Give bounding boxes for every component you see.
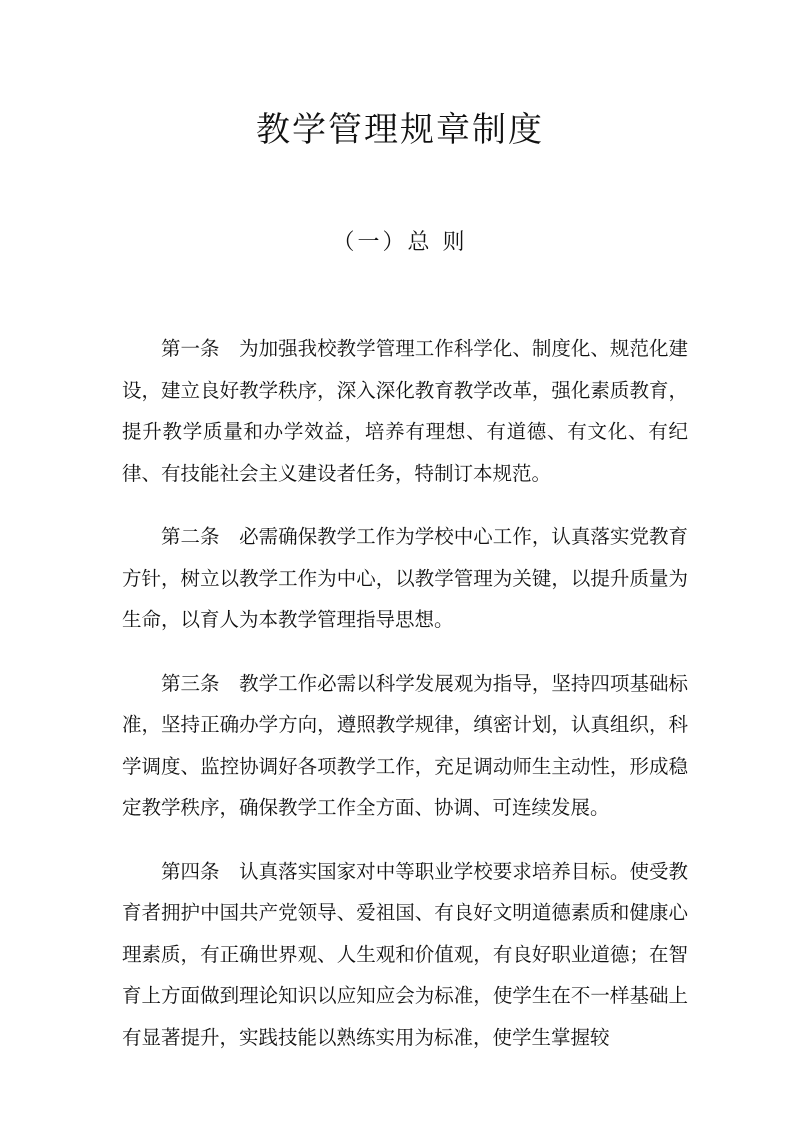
article-paragraph: [122, 663, 688, 829]
article-paragraph: [122, 516, 688, 641]
article-text: 为加强我校教学管理工作科学化、制度化、规范化建设，建立良好教学秩序，深入深化教育教学改革，强化素质教育，提升教学质量和办学效益，培养有理想、有道德、有文化、有纪律、有技能社会主义建设者任务，特制订本规范。: [122, 337, 688, 485]
section-heading: （一）总 则: [332, 230, 468, 255]
document-body: [122, 328, 688, 1080]
article-text: 教学工作必需以科学发展观为指导，坚持四项基础标准，坚持正确办学方向，遵照教学规律，缜密计划，认真组织，科学调度、监控协调好各项教学工作，充足调动师生主动性，形成稳定教学秩序，确保教学工作全方面、协调、可连续发展。: [122, 671, 688, 819]
article-text: 必需确保教学工作为学校中心工作，认真落实党教育方针，树立以教学工作为中心，以教学管理为关键，以提升质量为生命，以育人为本教学管理指导思想。: [122, 525, 688, 631]
article-number: 第二条: [161, 525, 220, 548]
article-paragraph: [122, 328, 688, 494]
article-paragraph: [122, 851, 688, 1059]
document-title: 教学管理规章制度: [256, 110, 544, 150]
article-text: 认真落实国家对中等职业学校要求培养目标。使受教育者拥护中国共产党领导、爱祖国、有良好文明道德素质和健康心理素质，有正确世界观、人生观和价值观，有良好职业道德；在智育上方面做到理论知识以应知应会为标准，使学生在不一样基础上有显著提升，实践技能以熟练实用为标准，使学生掌握较: [122, 859, 688, 1049]
article-number: 第三条: [161, 671, 220, 695]
article-number: 第一条: [161, 337, 220, 360]
article-number: 第四条: [161, 859, 220, 883]
